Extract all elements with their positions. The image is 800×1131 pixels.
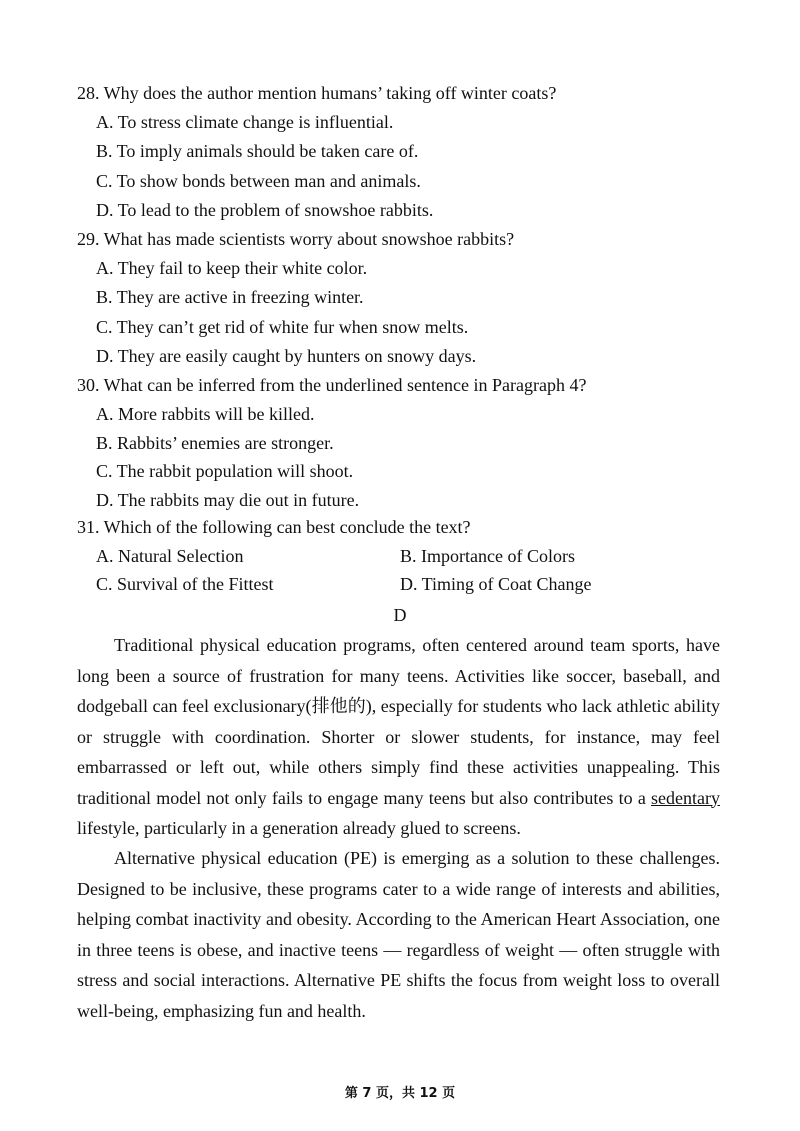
question-30-option-d: D. The rabbits may die out in future. — [96, 490, 360, 510]
question-28-option-b: B. To imply animals should be taken care of. — [96, 141, 419, 161]
question-29-stem: 29. What has made scientists worry about snowshoe rabbits? — [77, 229, 515, 249]
question-30-option-c: C. The rabbit population will shoot. — [96, 461, 354, 481]
question-30-stem: 30. What can be inferred from the underlined sentence in Paragraph 4? — [77, 375, 587, 395]
passage-paragraph-1 — [77, 630, 720, 844]
question-28-option-d: D. To lead to the problem of snowshoe rabbits. — [96, 200, 434, 220]
question-29-option-a: A. They fail to keep their white color. — [96, 258, 368, 278]
question-31-option-a: A. Natural Selection — [96, 546, 244, 566]
question-29-option-b: B. They are active in freezing winter. — [96, 287, 364, 307]
page-number-footer: 第 7 页，共 12 页 — [344, 1086, 456, 1101]
passage-paragraph-2: Alternative physical education (PE) is emerging as a solution to these challenges. Designed to be inclusive, these programs cater to a wide range of interests and abilities, helping combat inactivity and obesity. According to the American Heart Association, one in three teens is obese, and inactive teens — regardless of weight — often struggle with stress and social interactions. Alternative PE shifts the focus from weight loss to overall well-being, emphasizing fun and health. — [77, 848, 720, 1021]
question-31-option-c: C. Survival of the Fittest — [96, 574, 274, 594]
underlined-word: sedentary — [651, 787, 720, 808]
question-29-option-d: D. They are easily caught by hunters on snowy days. — [96, 346, 477, 366]
question-31-option-b: B. Importance of Colors — [400, 546, 575, 566]
question-28-option-a: A. To stress climate change is influential. — [96, 112, 394, 132]
question-28-option-c: C. To show bonds between man and animals. — [96, 171, 421, 191]
question-31-stem: 31. Which of the following can best conclude the text? — [77, 517, 471, 537]
question-29-option-c: C. They can’t get rid of white fur when snow melts. — [96, 317, 469, 337]
section-heading: D — [393, 605, 407, 625]
question-28-stem: 28. Why does the author mention humans’ taking off winter coats? — [77, 83, 557, 103]
question-30-option-b: B. Rabbits’ enemies are stronger. — [96, 433, 334, 453]
question-30-option-a: A. More rabbits will be killed. — [96, 404, 315, 424]
question-31-option-d: D. Timing of Coat Change — [400, 574, 592, 594]
paragraph-1-text-end: lifestyle, particularly in a generation already glued to screens. — [77, 818, 521, 838]
paragraph-1-text: Traditional physical education programs, often centered around team sports, have long been a source of frustration for many teens. Activities like soccer, baseball, and dodgeball can feel exclusionary(排他的), especially for students who lack athletic ability or struggle with coordination. Shorter or slower students, for instance, may feel embarrassed or left out, while others simply find these activities unappealing. This traditional model not only fails to engage many teens but also contributes to a — [77, 635, 720, 808]
